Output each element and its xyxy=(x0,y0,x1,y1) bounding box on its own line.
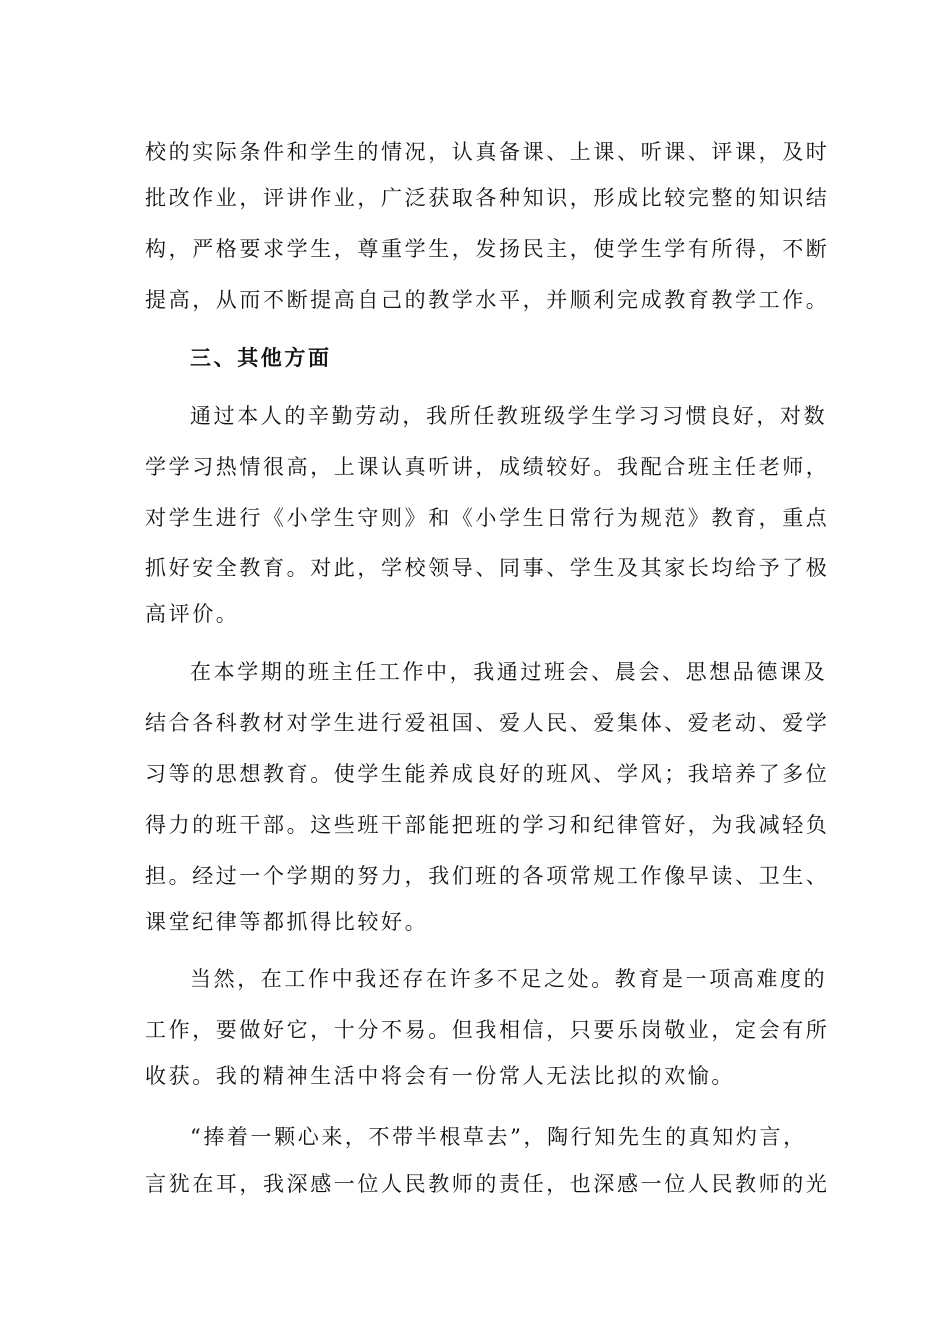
paragraph-line: 高评价。 xyxy=(145,602,240,626)
paragraph-line: 担。经过一个学期的努力，我们班的各项常规工作像早读、卫生、 xyxy=(145,864,830,888)
paragraph-line: 批改作业，评讲作业，广泛获取各种知识，形成比较完整的知识结 xyxy=(145,186,830,210)
paragraph-line: 校的实际条件和学生的情况，认真备课、上课、听课、评课，及时 xyxy=(145,140,830,164)
section-heading: 三、其他方面 xyxy=(190,346,332,370)
paragraph-line: 提高，从而不断提高自己的教学水平，并顺利完成教育教学工作。 xyxy=(145,288,830,312)
paragraph-line: 抓好安全教育。对此，学校领导、同事、学生及其家长均给予了极 xyxy=(145,556,830,580)
paragraph-line: 课堂纪律等都抓得比较好。 xyxy=(145,910,429,934)
paragraph-line: 在本学期的班主任工作中，我通过班会、晨会、思想品德课及 xyxy=(190,660,828,684)
paragraph-line: 构，严格要求学生，尊重学生，发扬民主，使学生学有所得，不断 xyxy=(145,237,830,261)
paragraph-line: 通过本人的辛勤劳动，我所任教班级学生学习习惯良好，对数 xyxy=(190,404,828,428)
paragraph-line: 当然，在工作中我还存在许多不足之处。教育是一项高难度的 xyxy=(190,967,828,991)
paragraph-line: 工作，要做好它，十分不易。但我相信，只要乐岗敬业，定会有所 xyxy=(145,1018,830,1042)
paragraph-line: 结合各科教材对学生进行爱祖国、爱人民、爱集体、爱老动、爱学 xyxy=(145,711,830,735)
paragraph-line: 习等的思想教育。使学生能养成良好的班风、学风；我培养了多位 xyxy=(145,762,830,786)
paragraph-line: 言犹在耳，我深感一位人民教师的责任，也深感一位人民教师的光 xyxy=(145,1172,830,1196)
paragraph-line: 得力的班干部。这些班干部能把班的学习和纪律管好，为我减轻负 xyxy=(145,813,830,837)
paragraph-line: 收获。我的精神生活中将会有一份常人无法比拟的欢愉。 xyxy=(145,1064,735,1088)
paragraph-line: “捧着一颗心来，不带半根草去”，陶行知先生的真知灼言， xyxy=(190,1125,807,1149)
paragraph-line: 对学生进行《小学生守则》和《小学生日常行为规范》教育，重点 xyxy=(145,506,830,530)
paragraph-line: 学学习热情很高，上课认真听讲，成绩较好。我配合班主任老师， xyxy=(145,455,830,479)
